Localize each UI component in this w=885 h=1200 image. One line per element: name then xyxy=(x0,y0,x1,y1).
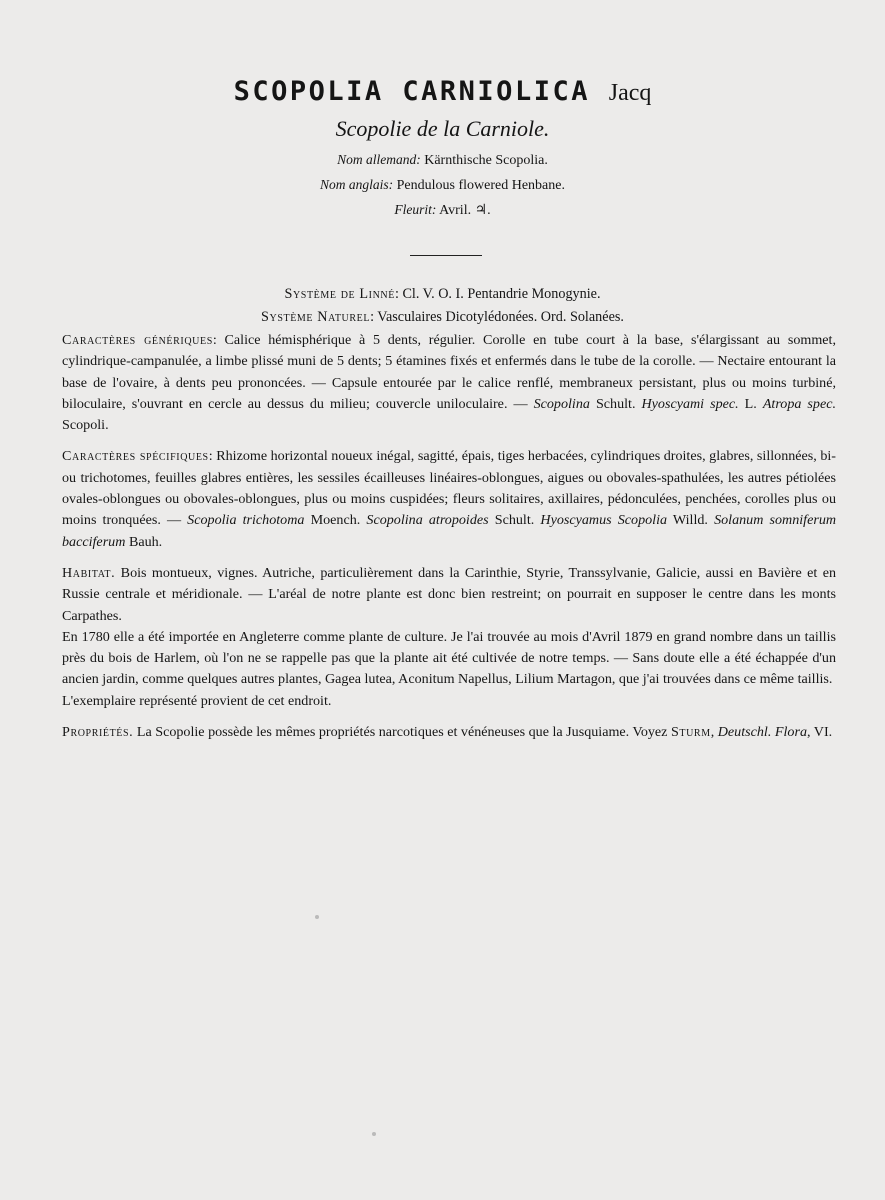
habitat-label: Habitat. xyxy=(62,564,116,581)
german-name-line: Nom allemand: Kärnthische Scopolia. xyxy=(337,152,548,168)
reference-work: Deutschl. Flora xyxy=(717,724,807,741)
synonym: Scopolia trichotoma xyxy=(187,512,305,529)
flowering-value: Avril. ♃. xyxy=(439,203,491,218)
english-name-line: Nom anglais: Pendulous flowered Henbane. xyxy=(320,177,565,193)
synonym-author: Willd. xyxy=(672,512,708,529)
synonym: Solanum somniferum bacciferum xyxy=(62,512,837,550)
page-title xyxy=(0,76,885,107)
properties-label: Propriétés. xyxy=(62,724,134,741)
title-author: Jacq xyxy=(608,80,652,106)
title-main: SCOPOLIA CARNIOLICA xyxy=(233,76,590,107)
specific-label: Caractères spécifiques xyxy=(62,448,209,465)
flowering-line: Fleurit: Avril. ♃. xyxy=(394,202,491,218)
habitat-history-paragraph: En 1780 elle a été importée en Angleterre comme plante de culture. Je l'ai trouvée au mois d'Avril 1879 en grand nombre dans un taillis près du bois de Harlem, où l'on ne se rappelle pas que la plante ait été cultivée de notre temps. — Sans doute elle a été échappée d'un ancien jardin, comme quelques autres plantes, Gagea lutea, Aconitum Napellus, Lilium Martagon, que j'ai trouvées dans ce même taillis. xyxy=(62,628,836,688)
specific-characters-paragraph: Caractères spécifiques: Rhizome horizontal noueux inégal, sagitté, épais, tiges herbacées, cylindriques droites, glabres, sillonnées, bi- ou trichotomes, feuilles glabres entières, les sessiles écailleuses linéaires-oblongues, aigues ou obovales-spathulées, les autres pétiolées ovales-oblongues ou obovales-oblongues, plus ou moins cuspidées; fleurs solitaires, axillaires, pédonculées, penchées, corolles plus ou moins tronquées. — Scopolia trichotoma Moench. Scopolina atropoides Schult. Hyoscyamus Scopolia Willd. Solanum somniferum bacciferum Bauh. xyxy=(62,448,837,550)
specimen-origin-paragraph: L'exemplaire représenté provient de cet endroit. xyxy=(62,692,332,709)
properties-paragraph: Propriétés. La Scopolie possède les mêmes propriétés narcotiques et vénéneuses que la Jusquiame. Voyez Sturm, Deutschl. Flora, VI. xyxy=(62,724,833,741)
paper-speck xyxy=(315,915,319,919)
linne-value: Cl. V. O. I. Pentandrie Monogynie. xyxy=(402,286,601,302)
page-subtitle: Scopolie de la Carniole. xyxy=(335,116,550,141)
natural-system-line: Système Naturel: Vasculaires Dicotylédonées. Ord. Solanées. xyxy=(261,309,624,325)
properties-text: La Scopolie possède les mêmes propriétés narcotiques et vénéneuses que la Jusquiame. Voyez xyxy=(136,724,668,741)
habitat-paragraph xyxy=(62,563,836,627)
reference-author: Sturm xyxy=(670,724,711,741)
synonym: Hyoscyami spec. xyxy=(641,395,739,412)
synonym-author: Schult. xyxy=(494,512,535,529)
linne-label: Système de Linné xyxy=(284,286,395,302)
generic-characters-paragraph: Caractères génériques: Calice hémisphérique à 5 dents, régulier. Corolle en tube court à la base, s'élargissant au sommet, cylindrique-campanulée, a limbe plissé muni de 5 dents; 5 étamines fixés et enfermés dans le tube de la corolle. — Nectaire entourant la base de l'ovaire, à dents peu prononcées. — Capsule entourée par le calice renflé, membraneux persistant, plus ou moins turbiné, biloculaire, s'ouvrant en cercle au dessus du milieu; couvercle uniloculaire. — Scopolina Schult. Hyoscyami spec. L. Atropa spec. Scopoli. xyxy=(62,332,836,434)
synonym: Scopolina atropoides xyxy=(366,512,489,529)
english-name-label: Nom anglais xyxy=(320,177,389,192)
paper-speck xyxy=(372,1132,376,1136)
separator-rule xyxy=(410,255,482,256)
reference-volume: VI. xyxy=(813,724,833,741)
synonym-author: Bauh. xyxy=(128,533,163,550)
synonym: Hyoscyamus Scopolia xyxy=(540,512,668,529)
synonym: Atropa spec. xyxy=(762,395,836,412)
german-name-label: Nom allemand xyxy=(337,152,417,167)
generic-text: Calice hémisphérique à 5 dents, régulier. Corolle en tube court à la base, s'élargissant au sommet, cylindrique-campanulée, a limbe plissé muni de 5 dents; 5 étamines fixés et enfermés dans le tube de la corolle. — Nectaire entourant la base de l'ovaire, à dents peu prononcées. — Capsule entourée par le calice renflé, membraneux persistant, plus ou moins turbiné, biloculaire, s'ouvrant en cercle au dessus du milieu; couvercle uniloculaire. — xyxy=(62,332,836,412)
linne-system-line: Système de Linné: Cl. V. O. I. Pentandrie Monogynie. xyxy=(284,286,601,302)
specific-text: Rhizome horizontal noueux inégal, sagitté, épais, tiges herbacées, cylindriques droites, glabres, sillonnées, bi- ou trichotomes, feuilles glabres entières, les sessiles écailleuses linéaires-oblongues, aigues ou obovales-spathulées, les autres pétiolées ovales-oblongues ou obovales-oblongues, plus ou moins cuspidées; fleurs solitaires, axillaires, pédonculées, penchées, corolles plus ou moins tronquées. — xyxy=(62,448,837,529)
text-body xyxy=(62,330,836,743)
german-name-value: Kärnthische Scopolia. xyxy=(424,153,548,168)
synonym: Scopolina xyxy=(533,395,590,412)
synonym-author: Moench. xyxy=(310,512,361,529)
synonym-author: L. xyxy=(744,395,757,412)
naturel-label: Système Naturel xyxy=(261,309,371,325)
synonym-author: Scopoli. xyxy=(62,417,109,434)
naturel-value: Vasculaires Dicotylédonées. Ord. Solanées. xyxy=(377,309,624,325)
generic-label: Caractères génériques xyxy=(62,332,213,348)
flowering-label: Fleurit xyxy=(394,202,432,217)
habitat-text: Bois montueux, vignes. Autriche, particulièrement dans la Carinthie, Styrie, Transsylvanie, Galicie, aussi en Bavière et en Russie centrale et méridionale. — L'aréal de notre plante est donc bien restreint; on pourrait en supposer le centre dans les monts Carpathes. xyxy=(62,564,836,624)
synonym-author: Schult. xyxy=(595,395,636,412)
english-name-value: Pendulous flowered Henbane. xyxy=(396,178,565,193)
